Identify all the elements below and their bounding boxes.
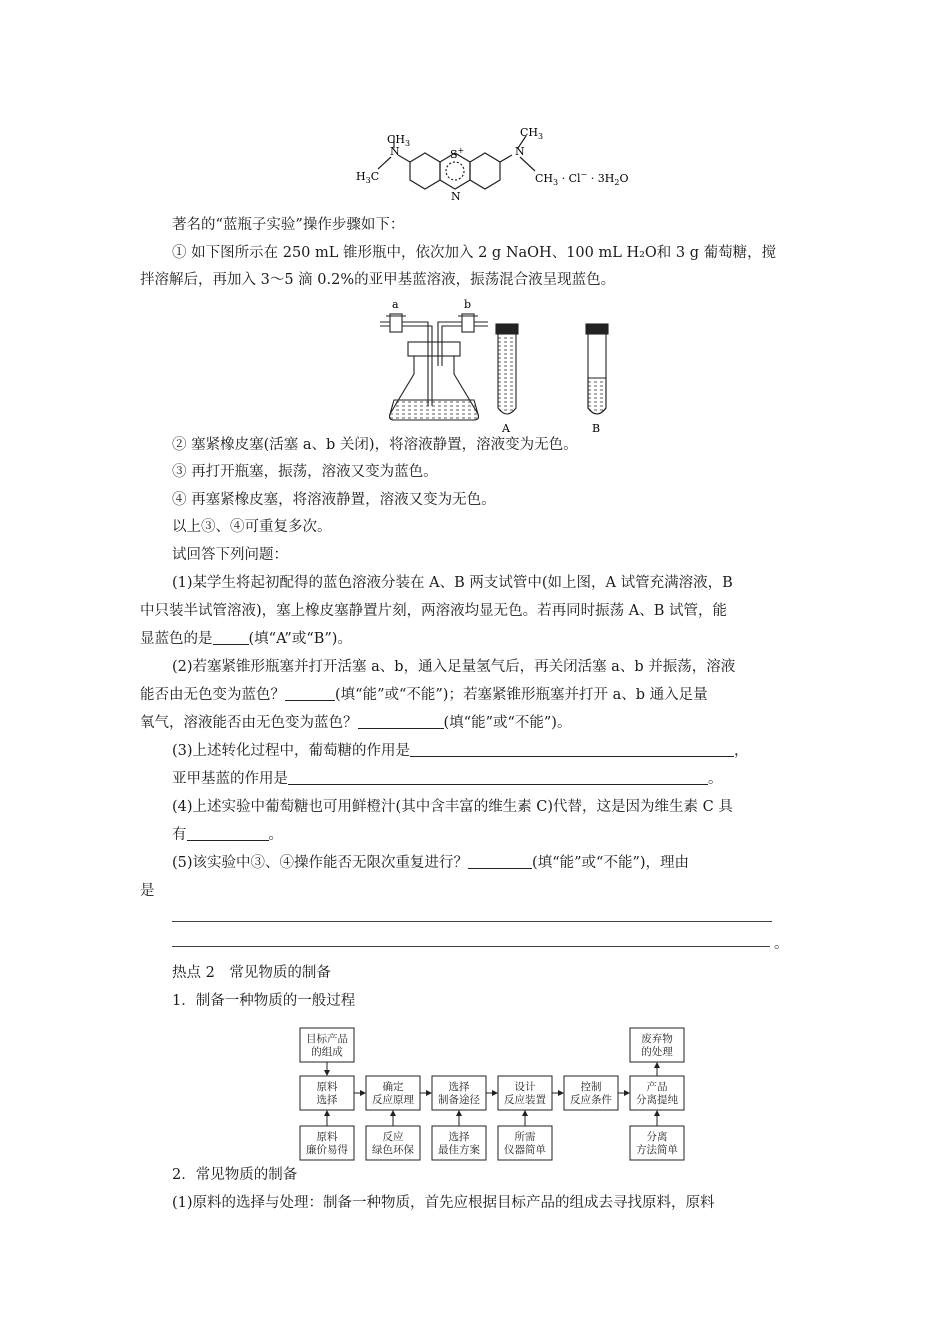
q5-reason-line-1[interactable] [172, 921, 772, 922]
flow-step-5-label-1: 控制 [580, 1081, 602, 1093]
nitrogen-ring: N [451, 190, 461, 203]
q1-line1: (1)某学生将起初配得的蓝色溶液分装在 A、B 两支试管中(如上图，A 试管充满溶液，B [172, 575, 733, 591]
nitrogen-right: N [515, 145, 525, 158]
step4-text: ④ 再塞紧橡皮塞，将溶液静置，溶液又变为无色。 [172, 492, 496, 508]
methylene-blue-structure [350, 122, 650, 214]
sulfur-cation: S+ [450, 146, 465, 161]
section-1-heading: 1．制备一种物质的一般过程 [172, 993, 356, 1009]
q3-line1: (3)上述转化过程中，葡萄糖的作用是 ， [172, 743, 749, 759]
flow-criteria-4-label-1: 所需 [514, 1131, 536, 1143]
q4-line1: (4)上述实验中葡萄糖也可用鲜橙汁(其中含丰富的维生素 C)代替，这是因为维生素 C 具 [172, 799, 733, 815]
repeat-text: 以上③、④可重复多次。 [172, 519, 332, 535]
flow-criteria-3-label-2: 最佳方案 [438, 1144, 480, 1156]
paragraph-1: (1)原料的选择与处理：制备一种物质，首先应根据目标产品的组成去寻找原料，原料 [172, 1195, 715, 1211]
flow-criteria-1-label-1: 原料 [316, 1131, 338, 1143]
preparation-flowchart [290, 1024, 690, 1164]
nitrogen-left: N [390, 145, 400, 158]
ch3-left-top: $CH_3$ [387, 133, 411, 148]
q5-line2: 是 [140, 883, 155, 899]
q2-line1: (2)若塞紧锥形瓶塞并打开活塞 a、b，通入足量氢气后，再关闭活塞 a、b 并振荡，溶液 [172, 659, 736, 675]
flow-waste-handling-label-1: 废弃物 [641, 1033, 673, 1045]
h3c-left: $H_3C$ [356, 170, 380, 185]
step3-text: ③ 再打开瓶塞，振荡，溶液又变为蓝色。 [172, 464, 438, 480]
flow-criteria-3-label-1: 选择 [448, 1131, 470, 1143]
q2-answer-blank-2[interactable] [358, 714, 444, 729]
apparatus-figure [372, 296, 642, 434]
q4-line2: 有 。 [172, 827, 283, 843]
flow-target-composition-label-1: 目标产品 [306, 1033, 348, 1045]
hot-point-2-heading: 热点 2 常见物质的制备 [172, 965, 331, 981]
flow-waste-handling-label-2: 的处理 [641, 1046, 673, 1058]
stopcock-a-label: a [392, 298, 399, 311]
q2-line2: 能否由无色变为蓝色？ (填“能”或“不能”)；若塞紧锥形瓶塞并打开 a、b 通入足量 [140, 687, 708, 703]
intro-text: 著名的“蓝瓶子实验”操作步骤如下： [172, 217, 405, 233]
flow-step-1-label-2: 选择 [316, 1094, 338, 1106]
flow-step-4-label-1: 设计 [514, 1081, 536, 1093]
flow-step-3-label-2: 制备途径 [438, 1094, 480, 1106]
q3-answer-blank-1[interactable] [410, 742, 734, 757]
q2-line3: 氧气，溶液能否由无色变为蓝色？ (填“能”或“不能”)。 [140, 715, 572, 731]
flow-step-4-label-2: 反应装置 [504, 1094, 546, 1106]
q4-answer-blank[interactable] [187, 826, 269, 841]
flow-target-composition-label-2: 的组成 [311, 1046, 343, 1058]
step1-line1: ① 如下图所示在 250 mL 锥形瓶中，依次加入 2 g NaOH、100 mL H₂O和 3 g 葡萄糖，搅 [172, 245, 777, 261]
flow-step-1-label-1: 原料 [316, 1081, 338, 1093]
q5-end-mark: 。 [774, 936, 789, 952]
q5-answer-blank[interactable] [468, 854, 532, 869]
q3-line2: 亚甲基蓝的作用是 。 [172, 771, 723, 787]
q3-answer-blank-2[interactable] [288, 770, 708, 785]
section-2-heading: 2．常见物质的制备 [172, 1167, 298, 1183]
tube-b-label: B [592, 422, 601, 434]
flow-criteria-5-label-2: 方法简单 [636, 1144, 678, 1156]
step1-line2: 拌溶解后，再加入 3～5 滴 0.2%的亚甲基蓝溶液，振荡混合液呈现蓝色。 [140, 272, 616, 288]
q2-answer-blank-1[interactable] [285, 686, 335, 701]
ask-text: 试回答下列问题： [172, 547, 288, 563]
flow-step-5-label-2: 反应条件 [570, 1094, 612, 1106]
flow-criteria-1-label-2: 廉价易得 [306, 1144, 348, 1156]
flow-criteria-5-label-1: 分离 [646, 1131, 668, 1143]
ch3-right-top: $CH_3$ [520, 126, 544, 141]
ch3-right-salt: $CH_3 \cdot Cl^- \cdot 3H_2O$ [535, 170, 629, 187]
tube-a-label: A [502, 422, 510, 434]
flow-criteria-2-label-2: 绿色环保 [372, 1144, 414, 1156]
flow-step-2-label-1: 确定 [382, 1081, 404, 1093]
q1-answer-blank[interactable] [213, 630, 249, 645]
flow-criteria-2-label-1: 反应 [382, 1131, 404, 1143]
flow-step-6-label-2: 分离提纯 [636, 1094, 678, 1106]
flow-step-3-label-1: 选择 [448, 1081, 470, 1093]
step2-text: ② 塞紧橡皮塞(活塞 a、b 关闭)，将溶液静置，溶液变为无色。 [172, 437, 578, 453]
flow-criteria-4-label-2: 仪器简单 [504, 1144, 546, 1156]
q1-line3: 显蓝色的是 (填“A”或“B”)。 [140, 631, 352, 647]
q1-line2: 中只装半试管溶液)，塞上橡皮塞静置片刻，两溶液均显无色。若再同时振荡 A、B 试管，能 [140, 603, 727, 619]
stopcock-b-label: b [464, 298, 472, 311]
flow-step-6-label-1: 产品 [646, 1081, 668, 1093]
flow-step-2-label-2: 反应原理 [372, 1094, 414, 1106]
q5-reason-line-2[interactable] [172, 946, 770, 947]
q5-line1: (5)该实验中③、④操作能否无限次重复进行？ (填“能”或“不能”)，理由 [172, 855, 690, 871]
